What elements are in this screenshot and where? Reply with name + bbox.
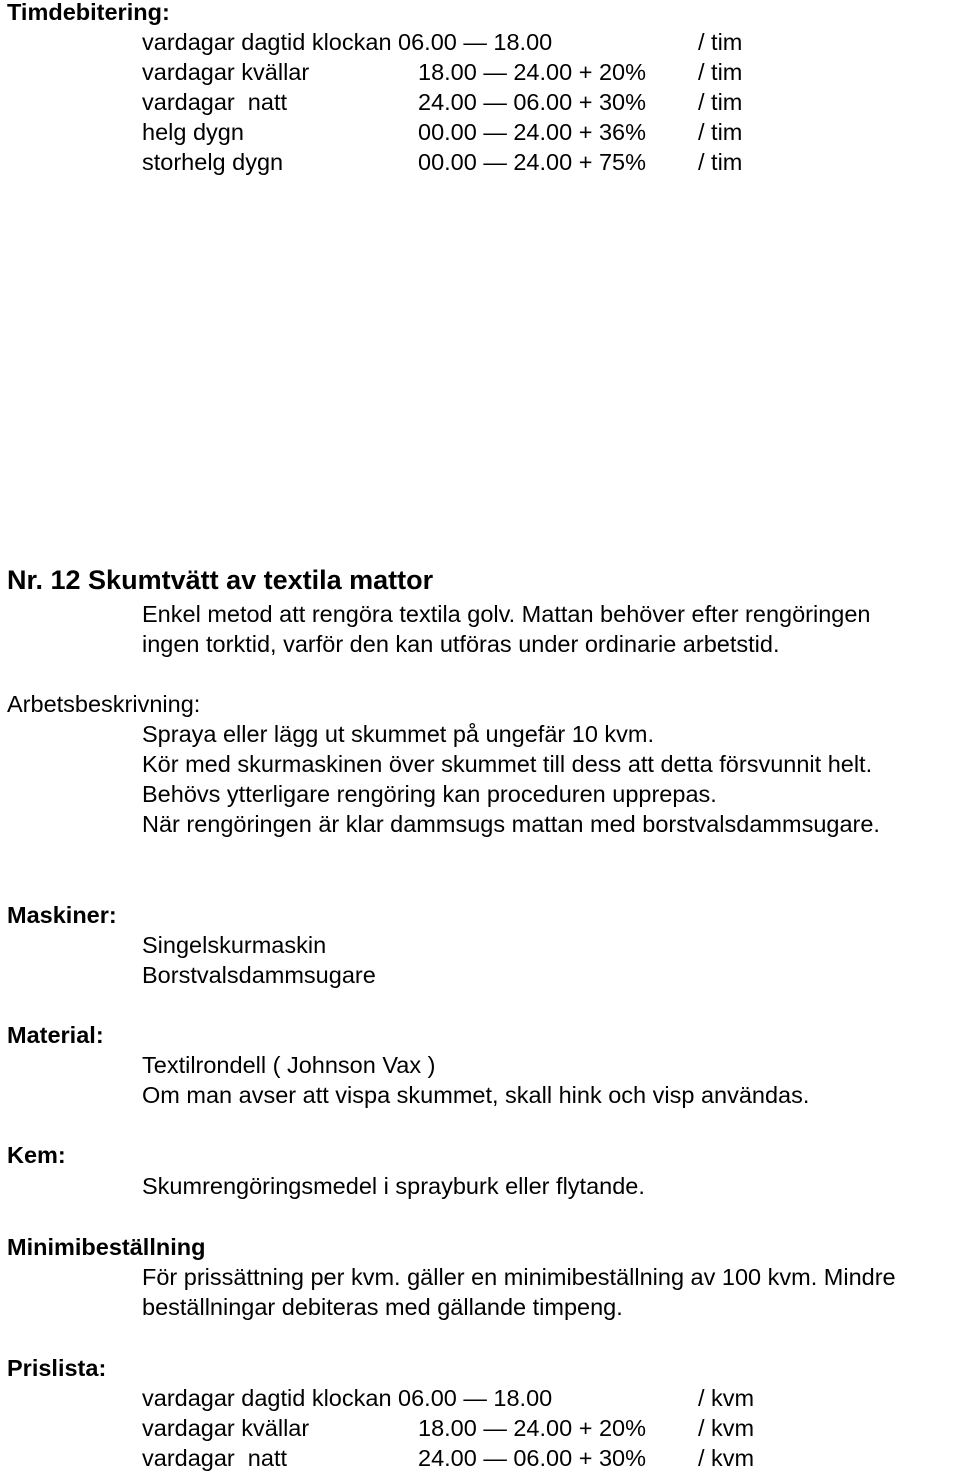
maskiner-heading: Maskiner: — [7, 902, 117, 928]
arbets-line: Spraya eller lägg ut skummet på ungefär 10 kvm. — [142, 721, 655, 747]
rate-row-label: helg dygn — [142, 119, 244, 145]
arbets-line: Behövs ytterligare rengöring kan proceduren upprepas. — [142, 781, 717, 807]
material-item: Textilrondell ( Johnson Vax ) — [142, 1052, 436, 1078]
rate-row-unit: / tim — [698, 29, 743, 55]
arbets-line: Kör med skurmaskinen över skummet till dess att detta försvunnit helt. — [142, 751, 873, 777]
maskin-item: Singelskurmaskin — [142, 932, 327, 958]
price-row-time: 24.00 — 06.00 + 30% — [418, 1445, 646, 1471]
rate-row-time: 24.00 — 06.00 + 30% — [418, 89, 646, 115]
arbetsbeskrivning-heading: Arbetsbeskrivning: — [7, 691, 201, 717]
rate-row-time: 00.00 — 24.00 + 75% — [418, 149, 646, 175]
rate-row-unit: / tim — [698, 149, 743, 175]
price-row-time: 18.00 — 24.00 + 20% — [418, 1415, 646, 1441]
rate-row-label: storhelg dygn — [142, 149, 284, 175]
intro-line: ingen torktid, varför den kan utföras under ordinarie arbetstid. — [142, 631, 780, 657]
prislista-heading: Prislista: — [7, 1355, 107, 1381]
rate-row-label: vardagar kvällar — [142, 59, 310, 85]
maskin-item: Borstvalsdammsugare — [142, 962, 376, 988]
kem-item: Skumrengöringsmedel i sprayburk eller flytande. — [142, 1173, 645, 1199]
rate-row-unit: / tim — [698, 59, 743, 85]
minimi-line: beställningar debiteras med gällande timpeng. — [142, 1294, 623, 1320]
timdebitering-heading: Timdebitering: — [7, 0, 170, 25]
intro-line: Enkel metod att rengöra textila golv. Mattan behöver efter rengöringen — [142, 601, 871, 627]
arbets-line: När rengöringen är klar dammsugs mattan med borstvalsdammsugare. — [142, 811, 880, 837]
price-row-unit: / kvm — [698, 1385, 755, 1411]
minimi-line: För prissättning per kvm. gäller en minimibeställning av 100 kvm. Mindre — [142, 1264, 896, 1290]
rate-row-unit: / tim — [698, 89, 743, 115]
rate-row-time: 00.00 — 24.00 + 36% — [418, 119, 646, 145]
section-title: Nr. 12 Skumtvätt av textila mattor — [7, 565, 434, 595]
rate-row-time: 18.00 — 24.00 + 20% — [418, 59, 646, 85]
rate-row-unit: / tim — [698, 119, 743, 145]
price-row-label: vardagar kvällar — [142, 1415, 310, 1441]
price-row-label: vardagar dagtid klockan 06.00 — 18.00 — [142, 1385, 553, 1411]
material-heading: Material: — [7, 1022, 104, 1048]
kem-heading: Kem: — [7, 1142, 66, 1168]
price-row-label: vardagar natt — [142, 1445, 288, 1471]
price-row-unit: / kvm — [698, 1445, 755, 1471]
minimibestallning-heading: Minimibeställning — [7, 1234, 206, 1260]
price-row-unit: / kvm — [698, 1415, 755, 1441]
material-item: Om man avser att vispa skummet, skall hink och visp användas. — [142, 1082, 810, 1108]
rate-row-label: vardagar natt — [142, 89, 288, 115]
rate-row-label: vardagar dagtid klockan 06.00 — 18.00 — [142, 29, 553, 55]
